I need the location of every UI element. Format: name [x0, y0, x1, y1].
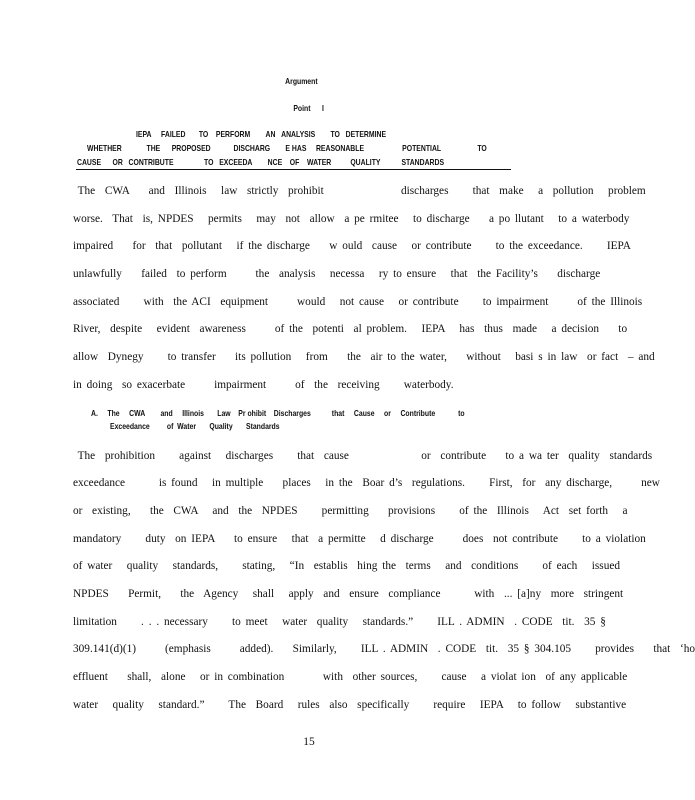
subheading-line-2: Exceedance of Water Quality Standards	[110, 421, 280, 431]
page-number: 15	[303, 736, 315, 748]
paragraph-1-line-7: allow Dynegy to transfer its pollution from the air to the water, without basi s in law or fact – and	[73, 351, 655, 363]
paragraph-1-line-1: The CWA and Illinois law strictly prohibit discharges that make a pollution problem	[73, 185, 646, 197]
paragraph-1-line-6: River, despite evident awareness of the potenti al problem. IEPA has thus made a decision to	[73, 323, 628, 335]
paragraph-2-line-1: The prohibition against discharges that cause or contribute to a wa ter quality standards	[73, 450, 653, 462]
paragraph-2-line-8: 309.141(d)(1) (emphasis added). Similarly, ILL . ADMIN . CODE tit. 35 § 304.105 provides that ‘ho	[73, 643, 695, 655]
point-heading	[0, 103, 618, 113]
point-title-line-3: CAUSE OR CONTRIBUTE TO EXCEEDA NCE OF WATER QUALITY STANDARDS	[77, 157, 445, 167]
paragraph-2-line-10: water quality standard.” The Board rules also specifically require IEPA to follow substantive	[73, 699, 627, 711]
paragraph-1-line-3: impaired for that pollutant if the discharge w ould cause or contribute to the exceedance. IEPA	[73, 240, 631, 252]
paragraph-2-line-5: of water quality standards, stating, “In establis hing the terms and conditions of each issued	[73, 560, 620, 572]
paragraph-1-line-8: in doing so exacerbate impairment of the receiving waterbody.	[73, 379, 454, 391]
heading-underline	[76, 169, 511, 170]
paragraph-1-line-5: associated with the ACI equipment would not cause or contribute to impairment of the Illinois	[73, 296, 643, 308]
subheading-line-1: A. The CWA and Illinois Law Pr ohibit Discharges that Cause or Contribute to	[91, 408, 465, 418]
argument-heading	[0, 76, 618, 86]
paragraph-1-line-2: worse. That is, NPDES permits may not allow a pe rmitee to discharge a po llutant to a waterbody	[73, 213, 630, 225]
point-title-line-1: IEPA FAILED TO PERFORM AN ANALYSIS TO DETERMINE	[136, 129, 387, 139]
paragraph-2-line-4: mandatory duty on IEPA to ensure that a permitte d discharge does not contribute to a violation	[73, 533, 646, 545]
paragraph-2-line-7: limitation . . . necessary to meet water quality standards.” ILL . ADMIN . CODE tit. 35 §	[73, 616, 606, 628]
argument-heading-text: Argument	[285, 76, 318, 86]
paragraph-2-line-6: NPDES Permit, the Agency shall apply and ensure compliance with ... [a]ny more stringent	[73, 588, 624, 600]
paragraph-1-line-4: unlawfully failed to perform the analysis necessa ry to ensure that the Facility’s discharge	[73, 268, 601, 280]
paragraph-2-line-2: exceedance is found in multiple places in the Boar d’s regulations. First, for any discharge, new	[73, 477, 660, 489]
paragraph-2-line-3: or existing, the CWA and the NPDES permitting provisions of the Illinois Act set forth a	[73, 505, 628, 517]
point-heading-text: Point I	[293, 103, 325, 113]
paragraph-2-line-9: effluent shall, alone or in combination with other sources, cause a violat ion of any applicable	[73, 671, 628, 683]
point-title-line-2: WHETHER THE PROPOSED DISCHARG E HAS REASONABLE POTENTIAL TO	[87, 143, 487, 153]
